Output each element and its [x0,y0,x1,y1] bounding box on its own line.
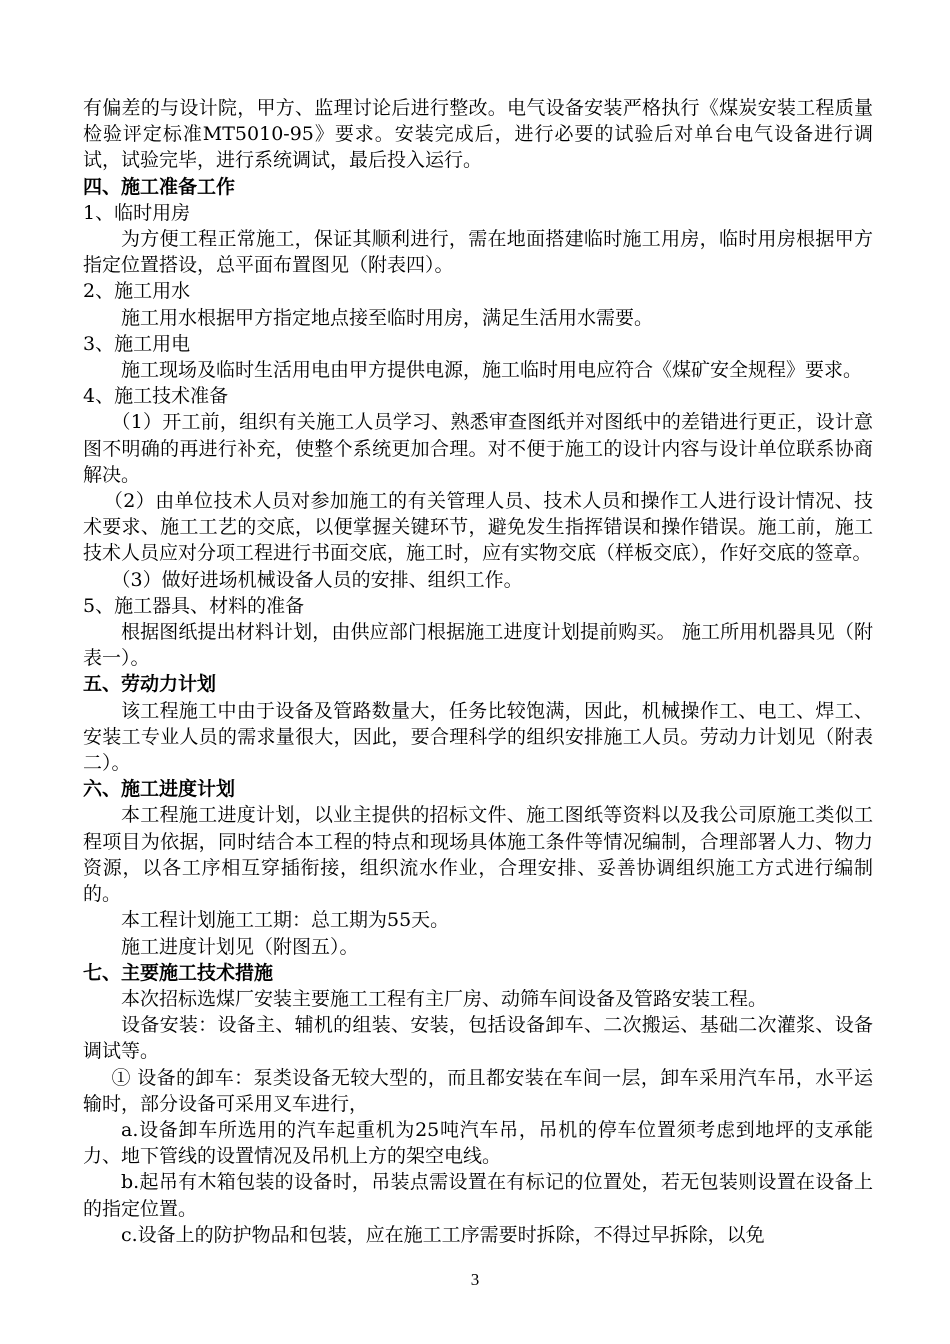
body-paragraph: 该工程施工中由于设备及管路数量大，任务比较饱满，因此，机械操作工、电工、焊工、安装工专业人员的需求量很大，因此，要合理科学的组织安排施工人员。劳动力计划见（附表二）。 [83,699,873,775]
section-heading: 四、施工准备工作 [83,175,236,198]
body-paragraph: 有偏差的与设计院，甲方、监理讨论后进行整改。电气设备安装严格执行《煤炭安装工程质量检验评定标准MT5010-95》要求。安装完成后，进行必要的试验后对单台电气设备进行调试，试验完毕，进行系统调试，最后投入运行。 [83,97,873,172]
section-heading: 六、施工进度计划 [83,778,236,801]
body-paragraph: 本工程施工进度计划，以业主提供的招标文件、施工图纸等资料以及我公司原施工类似工程项目为依据，同时结合本工程的特点和现场具体施工条件等情况编制，合理部署人力、物力资源，以各工序相互穿插衔接，组织流水作业，合理安排、妥善协调组织施工方式进行编制的。 [83,804,873,906]
body-paragraph: 施工用水根据甲方指定地点接至临时用房，满足生活用水需要。 [121,306,654,329]
section-heading: 五、劳动力计划 [83,673,217,696]
subsection-title: 2、施工用水 [83,280,191,303]
subsection-title: 3、施工用电 [83,332,191,355]
body-paragraph: 施工进度计划见（附图五）。 [121,935,359,958]
subsection-title: 4、施工技术准备 [83,385,229,408]
body-paragraph: 施工现场及临时生活用电由甲方提供电源，施工临时用电应符合《煤矿安全规程》要求。 [121,359,863,382]
page-number: 3 [470,1270,480,1289]
list-paragraph: （3）做好进场机械设备人员的安排、组织工作。 [111,568,523,591]
body-paragraph: 为方便工程正常施工，保证其顺利进行，需在地面搭建临时施工用房，临时用房根据甲方指定位置搭设，总平面布置图见（附表四）。 [83,228,873,277]
body-paragraph: b.起吊有木箱包装的设备时，吊装点需设置在有标记的位置处，若无包装则设置在设备上的指定位置。 [83,1171,873,1220]
document-body [83,95,873,1248]
list-paragraph: （1）开工前，组织有关施工人员学习、熟悉审查图纸并对图纸中的差错进行更正，设计意图不明确的再进行补充，使整个系统更加合理。对不便于施工的设计内容与设计单位联系协商解决。 [83,411,873,486]
list-paragraph: ① 设备的卸车：泵类设备无较大型的，而且都安装在车间一层，卸车采用汽车吊，水平运输时，部分设备可采用叉车进行， [83,1066,873,1115]
body-paragraph: 设备安装：设备主、辅机的组装、安装，包括设备卸车、二次搬运、基础二次灌浆、设备调试等。 [83,1014,873,1063]
body-paragraph: 本工程计划施工工期：总工期为55天。 [121,909,450,932]
subsection-title: 1、临时用房 [83,201,191,224]
subsection-title: 5、施工器具、材料的准备 [83,594,305,617]
section-heading: 七、主要施工技术措施 [83,961,274,984]
body-paragraph: c.设备上的防护物品和包装，应在施工工序需要时拆除，不得过早拆除，以免 [121,1223,765,1246]
body-paragraph: 根据图纸提出材料计划，由供应部门根据施工进度计划提前购买。 施工所用机器具见（附表一）。 [83,621,873,670]
list-paragraph: （2）由单位技术人员对参加施工的有关管理人员、技术人员和操作工人进行设计情况、技术要求、施工工艺的交底，以便掌握关键环节，避免发生指挥错误和操作错误。施工前，施工技术人员应对分项工程进行书面交底，施工时，应有实物交底（样板交底），作好交底的签章。 [83,490,873,565]
body-paragraph: a.设备卸车所选用的汽车起重机为25吨汽车吊，吊机的停车位置须考虑到地坪的支承能力、地下管线的设置情况及吊机上方的架空电线。 [83,1118,873,1168]
body-paragraph: 本次招标选煤厂安装主要施工工程有主厂房、动筛车间设备及管路安装工程。 [121,987,768,1010]
